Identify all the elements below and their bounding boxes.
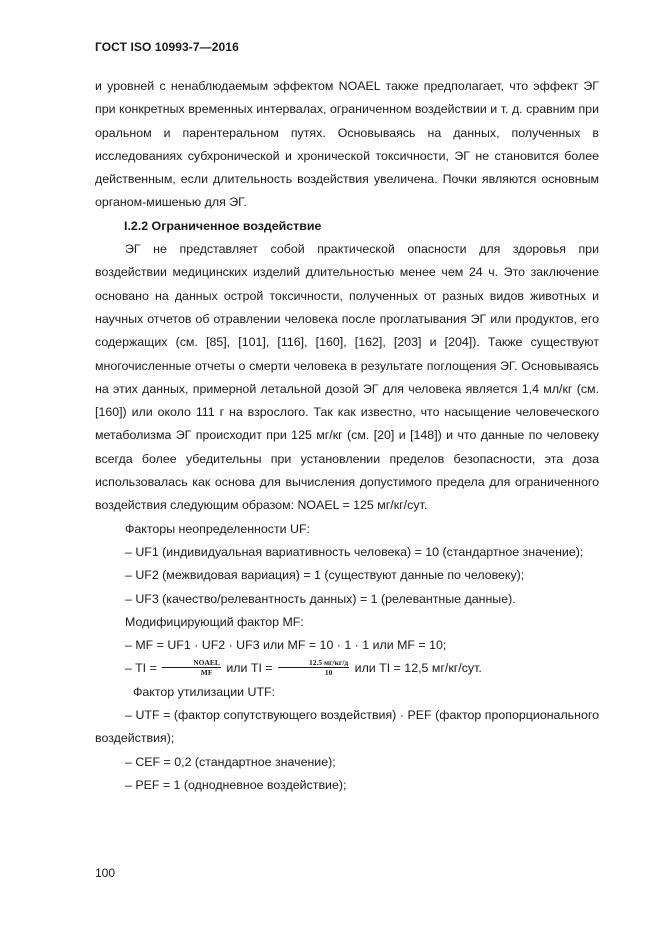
fraction-numerator: 12.5 мг/кг/д <box>278 658 349 668</box>
paragraph-continuation: и уровней с ненаблюдаемым эффектом NOAEL также предполагает, что эффект ЭГ при конкретных временных интервалах, ограниченном воздействии и т. д. сравним при оральном и парентеральном путях. Основываясь на данных, полученных в исследованиях субхронической и хронической токсичности, ЭГ не становится более действенным, если длительность воздействия увеличена. Почки являются основным органом-мишенью для ЭГ. <box>95 79 599 210</box>
list-item-mf-formula: – MF = UF1 · UF2 · UF3 или MF = 10 · 1 · 1 или MF = 10; <box>125 638 447 653</box>
list-item-pef: – PEF = 1 (однодневное воздействие); <box>125 777 347 792</box>
section-title: I.2.2 Ограниченное воздействие <box>124 218 322 233</box>
list-item-uf2: – UF2 (межвидовая вариация) = 1 (существуют данные по человеку); <box>125 568 525 583</box>
ti-middle: или TI = <box>222 661 277 676</box>
list-item-uf3: – UF3 (качество/релевантность данных) = 1 (релевантные данные). <box>125 591 516 606</box>
mf-heading: Модифицирующий фактор MF: <box>125 614 304 629</box>
fraction-numerator: NOAEL <box>162 658 221 668</box>
fraction-denominator: 10 <box>324 667 333 677</box>
ti-suffix: или TI = 12,5 мг/кг/сут. <box>351 661 482 676</box>
list-item-ti-formula <box>95 657 599 680</box>
uf-heading: Факторы неопределенности UF: <box>125 521 310 536</box>
utf-heading: Фактор утилизации UTF: <box>133 684 276 699</box>
list-item-cef: – CEF = 0,2 (стандартное значение); <box>125 754 336 769</box>
document-header: ГОСТ ISO 10993-7—2016 <box>95 40 239 54</box>
ti-prefix: – TI = <box>125 661 161 676</box>
list-item-uf1: – UF1 (индивидуальная вариативность человека) = 10 (стандартное значение); <box>125 544 584 559</box>
page-number: 100 <box>95 866 116 880</box>
fraction-denominator: MF <box>200 667 213 677</box>
fraction-value <box>278 658 349 677</box>
paragraph-limited-exposure: ЭГ не представляет собой практической опасности для здоровья при воздействии медицинских изделий длительностью менее чем 24 ч. Это заключение основано на данных острой токсичности, полученных от разных видов животных и научных отчетов об отравлении человека после проглатывания ЭГ или продуктов, его содержащих (см. [85], [101], [116], [160], [162], [203] и [204]). Также существуют многочисленные отчеты о смерти человека в результате поглощения ЭГ. Основываясь на этих данных, примерной летальной дозой ЭГ для человека является 1,4 мл/кг (см. [160]) или около 111 г на взрослого. Так как известно, что насыщение человеческого метаболизма ЭГ происходит при 125 мг/кг (см. [20] и [148]) и что данные по человеку всегда более убедительны при установлении пределов безопасности, эта доза использовалась как основа для вычисления допустимого предела для ограниченного воздействия следующим образом: NOAEL = 125 мг/кг/сут. <box>95 242 599 513</box>
fraction-noael-mf <box>162 658 221 677</box>
document-body <box>95 75 599 797</box>
list-item-utf-formula: – UTF = (фактор сопутствующего воздействия) · PEF (фактор пропорционального воздействия); <box>95 708 599 746</box>
